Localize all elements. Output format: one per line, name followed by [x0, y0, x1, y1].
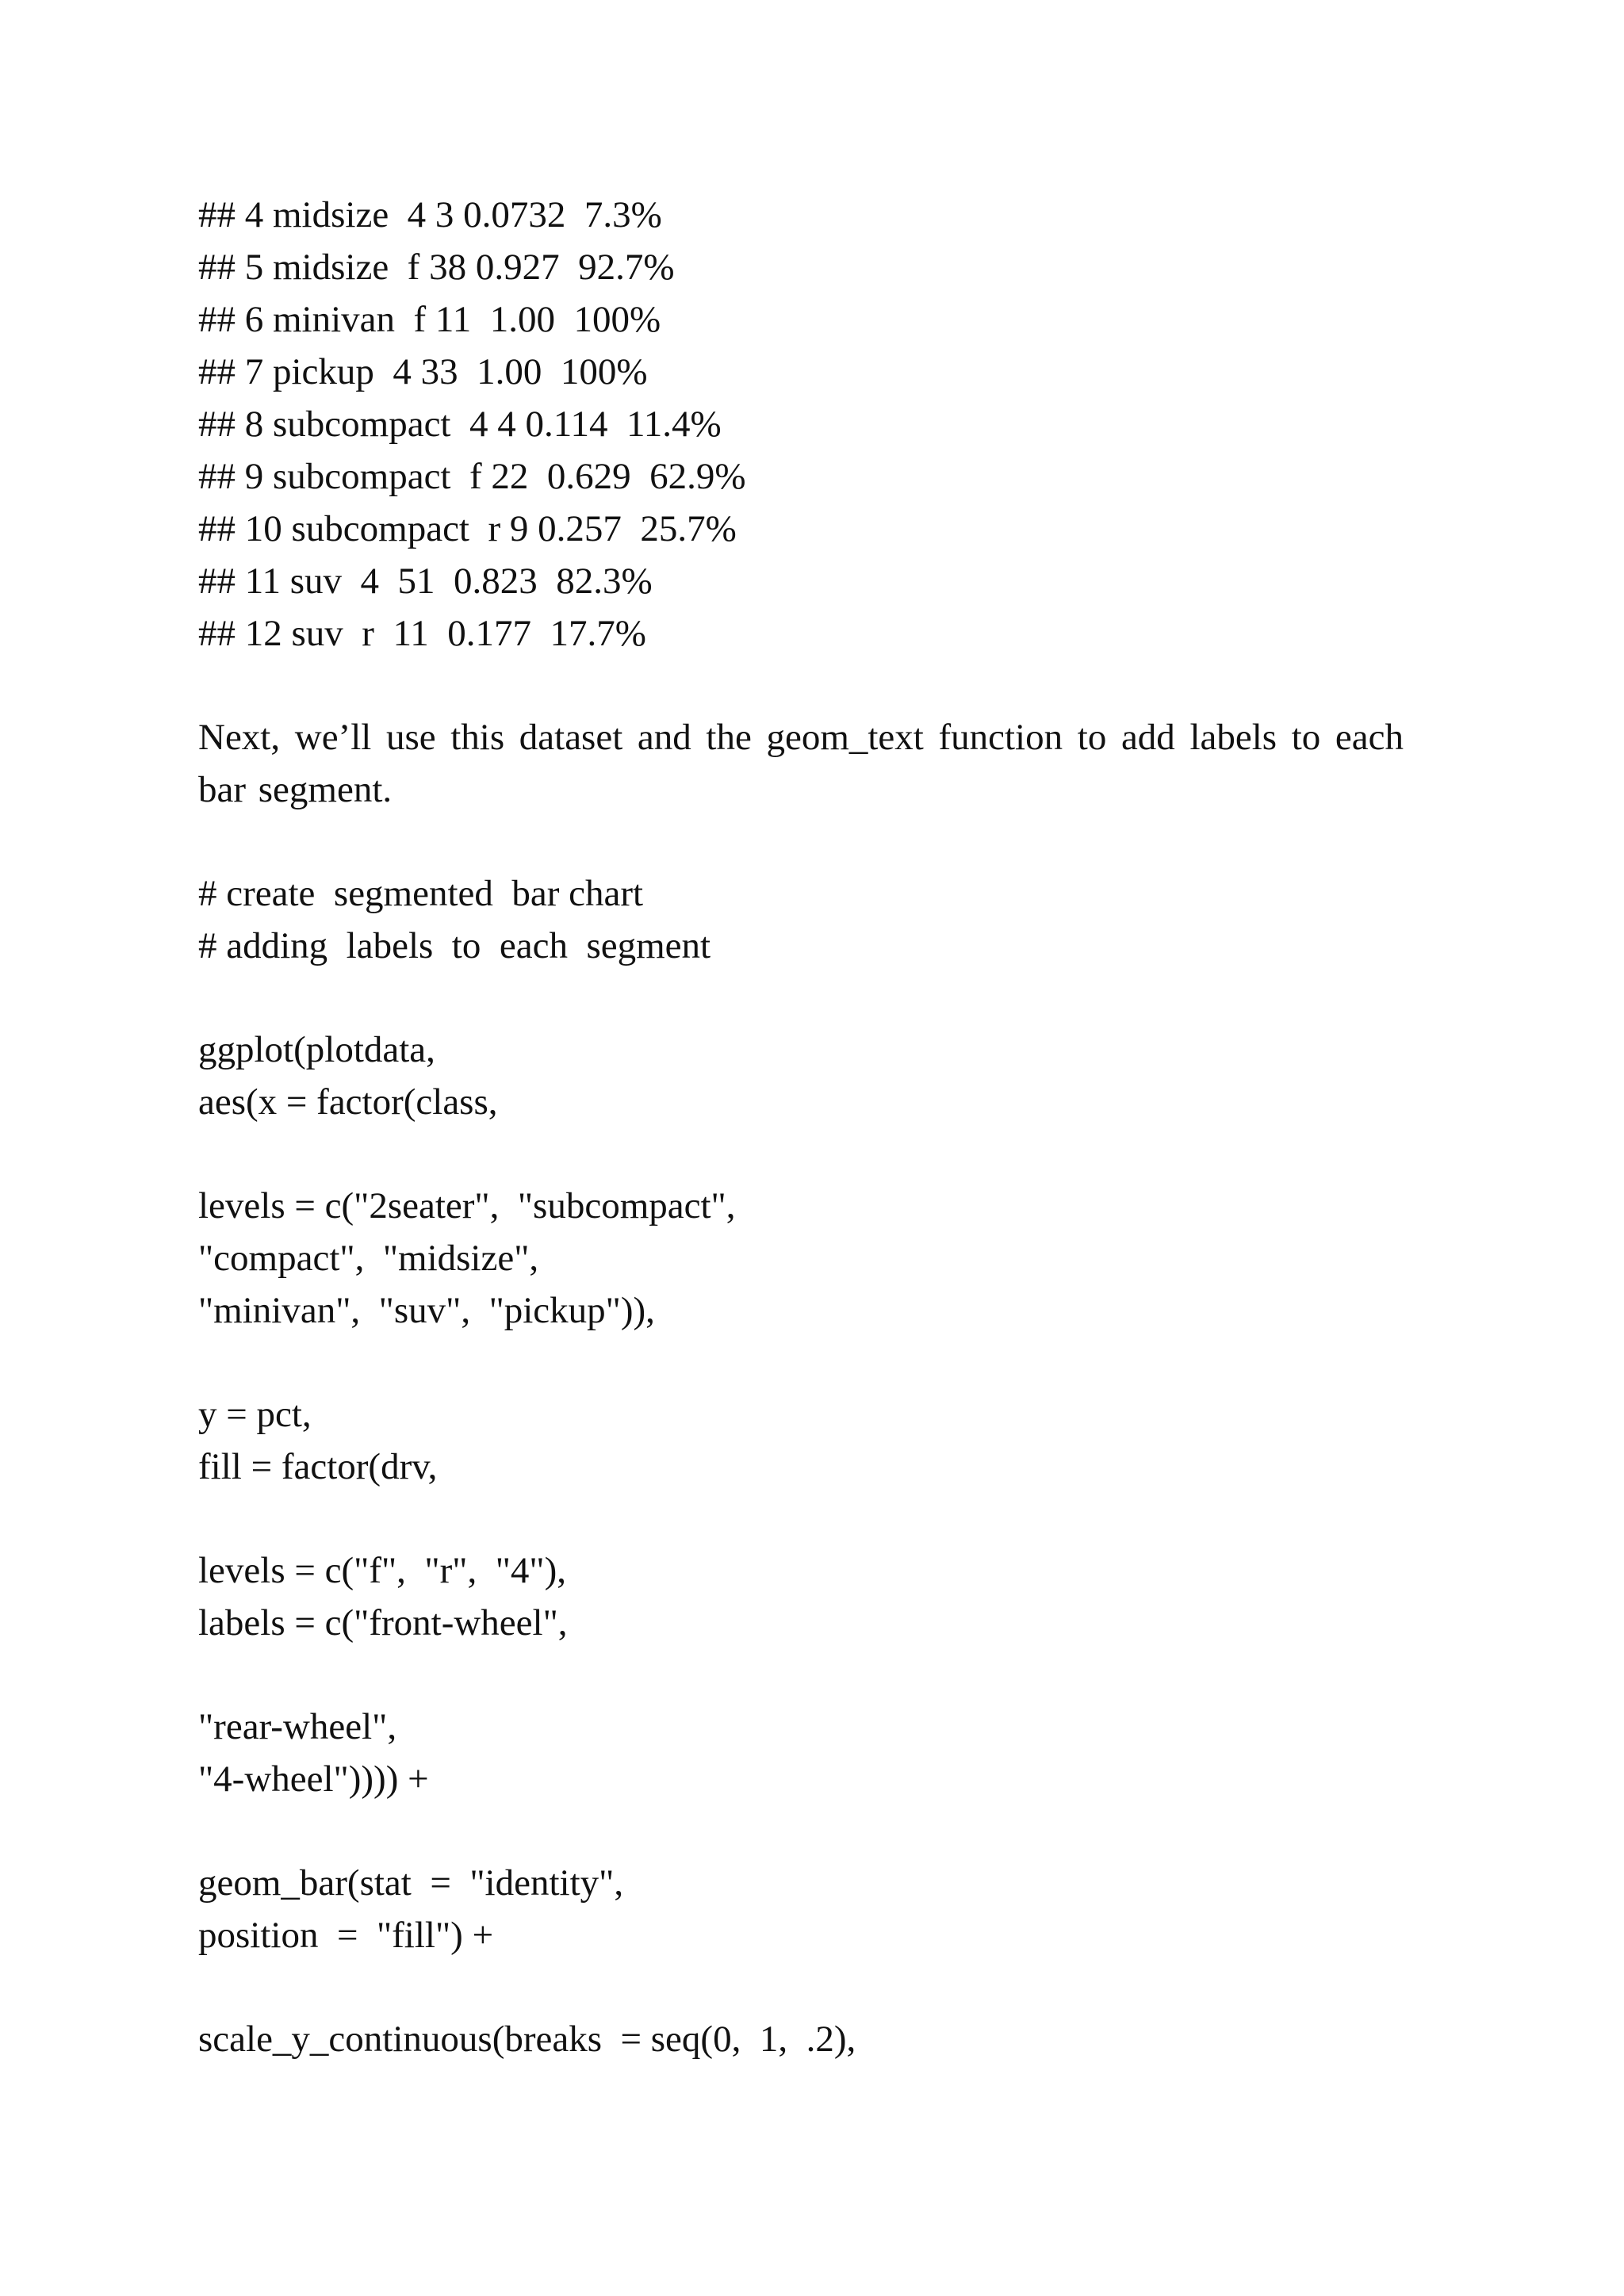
code-comment: # create segmented bar chart — [198, 873, 644, 914]
code-levels-block — [198, 1180, 1435, 1337]
spacer — [198, 972, 1435, 1024]
spacer — [198, 1649, 1435, 1701]
code-fill-levels-block — [198, 1544, 1435, 1649]
code-line: scale_y_continuous(breaks = seq(0, 1, .2), — [198, 2019, 856, 2060]
code-line: ggplot(plotdata, — [198, 1029, 435, 1070]
body-paragraph: Next, we’ll use this dataset and the geom_text function to add labels to each bar segment. — [198, 717, 1404, 810]
spacer — [198, 1805, 1435, 1857]
code-line: labels = c("front-wheel", — [198, 1602, 568, 1644]
code-line: fill = factor(drv, — [198, 1446, 438, 1487]
code-y-block — [198, 1388, 1435, 1493]
output-row: ## 4 midsize 4 3 0.0732 7.3% — [198, 194, 662, 235]
spacer — [198, 1128, 1435, 1180]
code-line: geom_bar(stat = "identity", — [198, 1862, 624, 1904]
spacer — [198, 1961, 1435, 2013]
code-line: position = "fill") + — [198, 1915, 494, 1956]
output-row: ## 9 subcompact f 22 0.629 62.9% — [198, 456, 746, 497]
spacer — [198, 1493, 1435, 1544]
spacer — [198, 816, 1435, 867]
code-line: "compact", "midsize", — [198, 1238, 539, 1279]
code-line: levels = c("f", "r", "4"), — [198, 1550, 566, 1591]
output-row: ## 7 pickup 4 33 1.00 100% — [198, 351, 648, 392]
code-line: levels = c("2seater", "subcompact", — [198, 1185, 736, 1226]
code-comments — [198, 867, 1435, 972]
code-geom-bar-block — [198, 1857, 1435, 1961]
code-line: y = pct, — [198, 1394, 312, 1435]
code-line: "rear-wheel", — [198, 1706, 397, 1747]
code-ggplot-block — [198, 1024, 1435, 1128]
code-scale-block — [198, 2013, 1435, 2065]
code-line: "minivan", "suv", "pickup")), — [198, 1290, 655, 1331]
output-row: ## 12 suv r 11 0.177 17.7% — [198, 613, 646, 654]
spacer — [198, 660, 1435, 711]
code-fill-labels-block — [198, 1701, 1435, 1805]
output-row: ## 11 suv 4 51 0.823 82.3% — [198, 561, 653, 602]
output-row: ## 8 subcompact 4 4 0.114 11.4% — [198, 404, 722, 445]
code-line: aes(x = factor(class, — [198, 1081, 498, 1123]
spacer — [198, 1337, 1435, 1388]
output-row: ## 5 midsize f 38 0.927 92.7% — [198, 247, 675, 288]
code-line: "4-wheel")))) + — [198, 1758, 429, 1800]
code-comment: # adding labels to each segment — [198, 925, 711, 966]
output-row: ## 6 minivan f 11 1.00 100% — [198, 299, 661, 340]
output-row: ## 10 subcompact r 9 0.257 25.7% — [198, 508, 737, 549]
console-output-block — [198, 189, 1435, 660]
page-content — [198, 189, 1435, 2065]
